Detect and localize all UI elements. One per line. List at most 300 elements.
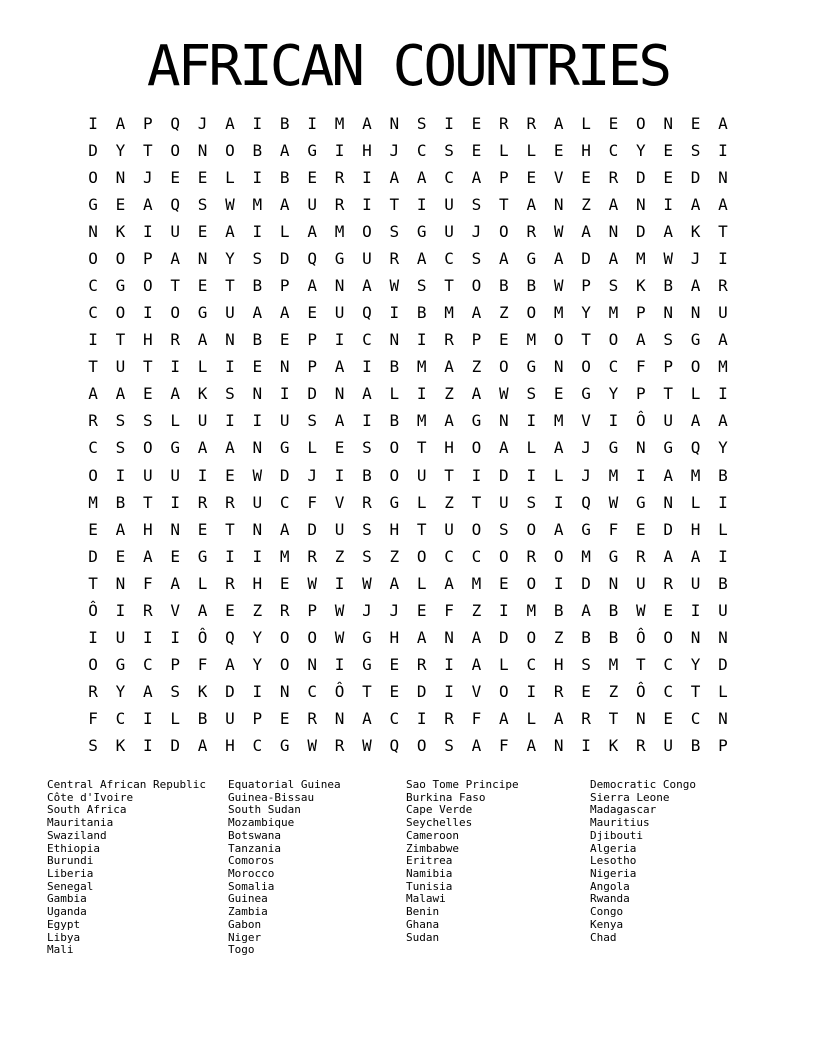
word-list-item: Equatorial Guinea [228, 778, 341, 791]
grid-cell: M [471, 573, 482, 593]
grid-cell: O [663, 628, 674, 648]
grid-cell: Z [553, 628, 564, 648]
grid-cell: V [170, 600, 180, 620]
grid-cell: E [526, 167, 537, 187]
grid-cell: L [499, 655, 509, 675]
word-list-column [406, 779, 590, 944]
grid-cell: C [142, 655, 153, 675]
grid-cell: O [499, 357, 509, 377]
grid-cell: P [581, 276, 591, 295]
grid-cell: O [142, 438, 153, 458]
grid-cell: A [526, 194, 537, 214]
grid-cell: P [307, 330, 317, 350]
grid-cell: J [142, 167, 153, 187]
grid-cell: H [389, 519, 400, 539]
grid-cell: A [142, 682, 153, 702]
grid-cell: R [389, 248, 400, 268]
word-list-item: Côte d'Ivoire [47, 790, 134, 804]
grid-cell: R [362, 492, 372, 512]
grid-cell: G [526, 357, 537, 377]
grid-cell: Z [471, 357, 482, 377]
grid-cell: I [334, 330, 345, 350]
grid-cell: U [279, 411, 290, 431]
word-list-item: Togo [228, 943, 255, 957]
grid-cell: Y [690, 655, 701, 675]
word-list-item: Ghana [406, 917, 440, 931]
grid-cell: G [663, 438, 674, 458]
grid-cell: O [581, 357, 591, 377]
grid-cell: Z [389, 546, 400, 566]
grid-cell: L [197, 357, 208, 377]
grid-cell: L [170, 411, 180, 431]
grid-cell: S [362, 546, 372, 566]
grid-cell: C [444, 546, 454, 566]
grid-cell: O [416, 736, 427, 756]
grid-cell: O [115, 303, 126, 323]
grid-cell: R [334, 167, 345, 187]
grid-cell: R [334, 736, 345, 756]
grid-cell: E [307, 303, 317, 323]
grid-cell: C [88, 303, 98, 323]
grid-cell: E [471, 140, 482, 160]
grid-cell: A [636, 330, 646, 350]
grid-cell: W [663, 248, 674, 268]
grid-cell: T [416, 438, 427, 458]
grid-cell: A [225, 438, 235, 458]
grid-cell: U [115, 357, 126, 377]
grid-cell: A [553, 519, 564, 539]
word-list-item: Egypt [47, 917, 81, 931]
grid-cell: Y [608, 384, 619, 404]
grid-cell: Y [252, 628, 263, 648]
grid-cell: P [636, 384, 646, 404]
grid-cell: M [636, 248, 646, 268]
grid-cell: N [115, 167, 126, 187]
grid-cell: M [581, 546, 591, 566]
grid-cell: F [88, 709, 98, 729]
grid-cell: E [416, 600, 427, 620]
grid-cell: O [471, 438, 482, 458]
word-list-item: Zambia [228, 905, 268, 919]
grid-cell: I [225, 546, 235, 566]
grid-cell: A [170, 248, 180, 268]
grid-cell: S [526, 384, 537, 404]
grid-cell: T [444, 465, 454, 485]
grid-cell: B [362, 465, 372, 485]
grid-cell: O [608, 330, 619, 350]
grid-cell: A [197, 438, 208, 458]
grid-cell: I [526, 465, 537, 485]
grid-cell: L [690, 492, 701, 512]
grid-cell: A [279, 194, 290, 214]
grid-cell: I [142, 221, 153, 241]
grid-cell: U [362, 248, 372, 268]
grid-cell: O [170, 140, 180, 160]
grid-cell: Q [690, 438, 701, 458]
grid-cell: B [663, 276, 674, 295]
grid-cell: G [279, 736, 290, 756]
grid-cell: I [170, 628, 180, 648]
word-list-item: Libya [47, 930, 81, 944]
grid-cell: S [307, 411, 317, 431]
grid-cell: L [197, 573, 208, 593]
grid-cell: R [307, 546, 317, 566]
grid-cell: G [690, 330, 701, 350]
grid-cell: G [362, 628, 372, 648]
grid-cell: J [690, 248, 701, 268]
grid-cell: A [471, 655, 482, 675]
grid-cell: O [115, 248, 126, 268]
grid-cell: N [690, 303, 701, 323]
grid-cell: T [663, 384, 674, 404]
grid-cell: S [88, 736, 98, 756]
grid-cell: A [690, 194, 701, 214]
grid-cell: S [608, 276, 619, 295]
grid-cell: W [389, 276, 400, 295]
grid-cell: I [252, 113, 263, 133]
grid-cell: F [307, 492, 317, 512]
grid-cell: Y [115, 682, 126, 702]
grid-cell: Y [225, 248, 235, 268]
grid-cell: R [334, 194, 345, 214]
grid-cell: E [225, 465, 235, 485]
grid-cell: U [718, 303, 728, 323]
grid-cell: E [389, 655, 400, 675]
grid-cell: P [142, 248, 153, 268]
grid-cell: I [252, 221, 263, 241]
grid-cell: A [690, 411, 701, 431]
grid-cell: N [718, 167, 728, 187]
grid-cell: U [142, 465, 153, 485]
grid-cell: I [334, 573, 345, 593]
grid-cell: M [444, 303, 454, 323]
grid-cell: H [362, 140, 372, 160]
grid-cell: A [115, 113, 126, 133]
grid-cell: N [307, 655, 317, 675]
grid-cell: E [471, 113, 482, 133]
grid-cell: A [362, 276, 372, 295]
grid-cell: S [197, 194, 208, 214]
grid-cell: C [663, 682, 674, 702]
grid-cell: I [553, 573, 564, 593]
word-list-item: Zimbabwe [406, 841, 459, 855]
grid-cell: C [663, 655, 674, 675]
grid-cell: T [444, 276, 454, 295]
word-list-item: Lesotho [590, 854, 637, 868]
grid-cell: B [718, 573, 728, 593]
grid-cell: L [581, 113, 591, 133]
grid-cell: Z [444, 384, 454, 404]
grid-cell: O [170, 303, 180, 323]
word-list-item: Central African Republic [47, 778, 206, 791]
grid-cell: Y [252, 655, 263, 675]
word-list-item: Mauritania [47, 816, 114, 830]
grid-cell: O [416, 546, 427, 566]
grid-cell: P [252, 709, 263, 729]
grid-cell: G [115, 276, 126, 295]
grid-cell: L [170, 709, 180, 729]
grid-cell: G [279, 438, 290, 458]
word-list-item: Cameroon [406, 828, 459, 842]
grid-cell: L [499, 140, 509, 160]
grid-cell: A [581, 600, 591, 620]
grid-cell: O [88, 248, 98, 268]
grid-cell: W [307, 573, 317, 593]
grid-cell: A [389, 167, 400, 187]
grid-cell: G [581, 519, 591, 539]
grid-cell: I [416, 709, 427, 729]
grid-cell: L [718, 519, 728, 539]
grid-cell: N [553, 357, 564, 377]
grid-cell: U [307, 194, 317, 214]
grid-cell: A [499, 709, 509, 729]
word-list-item: Angola [590, 879, 630, 893]
grid-cell: E [389, 682, 400, 702]
grid-cell: I [115, 600, 126, 620]
grid-cell: E [197, 221, 208, 241]
grid-cell: T [142, 357, 153, 377]
grid-cell: E [170, 167, 180, 187]
grid-cell: N [636, 438, 646, 458]
grid-cell: C [690, 709, 701, 729]
grid-cell: N [718, 628, 728, 648]
grid-cell: D [499, 628, 509, 648]
grid-cell: P [307, 600, 317, 620]
grid-cell: U [334, 303, 345, 323]
grid-cell: W [636, 600, 646, 620]
grid-cell: A [553, 113, 564, 133]
grid-cell: A [279, 140, 290, 160]
grid-cell: M [608, 655, 619, 675]
grid-cell: E [608, 113, 619, 133]
grid-cell: A [279, 303, 290, 323]
grid-cell: D [307, 384, 317, 404]
grid-cell: N [608, 221, 619, 241]
grid-cell: I [362, 194, 372, 214]
grid-cell: A [142, 194, 153, 214]
grid-cell: S [362, 438, 372, 458]
grid-cell: S [581, 655, 591, 675]
grid-cell: F [471, 709, 482, 729]
word-list-item: Chad [590, 930, 617, 944]
grid-cell: S [471, 194, 482, 214]
grid-cell: I [334, 140, 345, 160]
grid-cell: O [225, 140, 235, 160]
grid-cell: U [499, 492, 509, 512]
grid-cell: Z [471, 600, 482, 620]
grid-cell: E [499, 573, 509, 593]
word-list-item: Burundi [47, 854, 94, 868]
grid-cell: W [225, 194, 235, 214]
grid-cell: A [115, 384, 126, 404]
grid-cell: A [471, 736, 482, 756]
grid-cell: E [225, 600, 235, 620]
grid-cell: O [389, 465, 400, 485]
grid-cell: S [663, 330, 674, 350]
grid-cell: E [553, 384, 564, 404]
grid-cell: A [307, 276, 317, 295]
grid-cell: M [718, 357, 728, 377]
grid-cell: A [718, 330, 728, 350]
grid-cell: S [142, 411, 153, 431]
grid-cell: E [499, 330, 509, 350]
grid-cell: V [581, 411, 591, 431]
grid-cell: B [581, 628, 591, 648]
word-list-item: Mali [47, 943, 74, 957]
grid-cell: N [389, 113, 400, 133]
grid-cell: E [252, 357, 263, 377]
grid-cell: Z [608, 682, 619, 702]
grid-cell: E [279, 573, 290, 593]
grid-cell: O [88, 465, 98, 485]
grid-cell: O [471, 276, 482, 295]
grid-cell: O [499, 546, 509, 566]
grid-cell: T [88, 573, 98, 593]
grid-cell: J [362, 600, 372, 620]
grid-cell: B [252, 140, 263, 160]
grid-cell: E [279, 709, 290, 729]
grid-cell: J [307, 465, 317, 485]
word-list-item: Senegal [47, 879, 94, 893]
grid-cell: O [88, 167, 98, 187]
grid-cell: R [225, 573, 235, 593]
grid-cell: A [225, 221, 235, 241]
grid-cell: C [608, 357, 619, 377]
grid-cell: R [526, 221, 537, 241]
grid-cell: I [553, 492, 564, 512]
grid-cell: L [526, 140, 537, 160]
word-list-column [47, 779, 228, 957]
word-list-item: Tanzania [228, 841, 281, 855]
grid-cell: I [526, 682, 537, 702]
grid-cell: N [252, 384, 263, 404]
grid-cell: A [690, 546, 701, 566]
grid-cell: D [170, 736, 180, 756]
grid-cell: J [389, 140, 400, 160]
grid-cell: R [88, 682, 98, 702]
grid-cell: M [334, 221, 345, 241]
grid-cell: E [663, 709, 674, 729]
grid-cell: W [334, 628, 345, 648]
grid-cell: K [115, 736, 126, 756]
grid-cell: N [690, 628, 701, 648]
word-list-item: Comoros [228, 854, 275, 868]
grid-cell: A [362, 709, 372, 729]
grid-cell: I [416, 194, 427, 214]
word-list-item: Rwanda [590, 892, 630, 906]
grid-cell: L [553, 465, 564, 485]
grid-cell: L [389, 384, 400, 404]
grid-cell: A [718, 113, 728, 133]
grid-cell: I [718, 546, 728, 566]
grid-cell: Q [170, 113, 180, 133]
grid-cell: K [636, 276, 646, 295]
grid-cell: I [252, 546, 263, 566]
grid-cell: C [526, 655, 537, 675]
word-list-item: Liberia [47, 867, 94, 881]
grid-cell: S [526, 492, 537, 512]
grid-cell: I [444, 113, 454, 133]
grid-cell: E [115, 194, 126, 214]
grid-cell: I [142, 736, 153, 756]
word-search-grid [79, 110, 736, 760]
grid-cell: C [279, 492, 290, 512]
grid-cell: I [718, 384, 728, 404]
grid-cell: U [334, 519, 345, 539]
word-list-item: Madagascar [590, 803, 657, 817]
grid-cell: I [362, 411, 372, 431]
grid-cell: M [416, 411, 427, 431]
grid-cell: W [362, 736, 372, 756]
grid-cell: P [499, 167, 509, 187]
grid-cell: U [663, 736, 674, 756]
grid-cell: Q [307, 248, 317, 268]
grid-cell: A [362, 113, 372, 133]
grid-cell: A [608, 248, 619, 268]
grid-cell: B [690, 736, 701, 756]
grid-cell: L [225, 167, 235, 187]
grid-cell: S [389, 221, 400, 241]
grid-cell: N [170, 519, 180, 539]
grid-cell: I [362, 357, 372, 377]
grid-cell: S [252, 248, 263, 268]
grid-cell: N [663, 303, 674, 323]
grid-cell: C [115, 709, 126, 729]
grid-cell: I [718, 248, 728, 268]
grid-cell: A [115, 519, 126, 539]
word-list-item: Gambia [47, 892, 87, 906]
grid-cell: H [142, 330, 153, 350]
grid-cell: A [252, 303, 263, 323]
grid-cell: U [444, 519, 454, 539]
grid-cell: E [197, 519, 208, 539]
grid-cell: T [636, 655, 646, 675]
grid-cell: O [279, 655, 290, 675]
grid-cell: D [718, 655, 728, 675]
grid-cell: A [663, 465, 674, 485]
grid-cell: T [581, 330, 591, 350]
grid-cell: P [663, 357, 674, 377]
word-list-item: Kenya [590, 917, 624, 931]
grid-cell: I [471, 465, 482, 485]
grid-cell: A [334, 411, 345, 431]
grid-cell: I [307, 113, 317, 133]
grid-cell: D [663, 519, 674, 539]
grid-cell: E [581, 167, 591, 187]
grid-cell: P [471, 330, 482, 350]
grid-cell: L [279, 221, 290, 241]
grid-cell: G [471, 411, 482, 431]
grid-cell: L [526, 438, 537, 458]
grid-cell: N [636, 194, 646, 214]
grid-cell: T [608, 709, 619, 729]
grid-cell: N [279, 682, 290, 702]
grid-cell: B [416, 303, 427, 323]
grid-cell: I [170, 357, 180, 377]
grid-cell: Ô [88, 600, 98, 620]
grid-cell: U [718, 600, 728, 620]
word-list-item: Guinea-Bissau [228, 790, 315, 804]
grid-cell: P [142, 113, 153, 133]
grid-cell: S [416, 276, 427, 295]
grid-cell: G [526, 248, 537, 268]
grid-cell: W [334, 600, 345, 620]
grid-cell: Y [581, 303, 591, 323]
grid-cell: A [526, 736, 537, 756]
grid-cell: I [718, 492, 728, 512]
word-list-item: Benin [406, 905, 440, 919]
grid-cell: U [663, 411, 674, 431]
